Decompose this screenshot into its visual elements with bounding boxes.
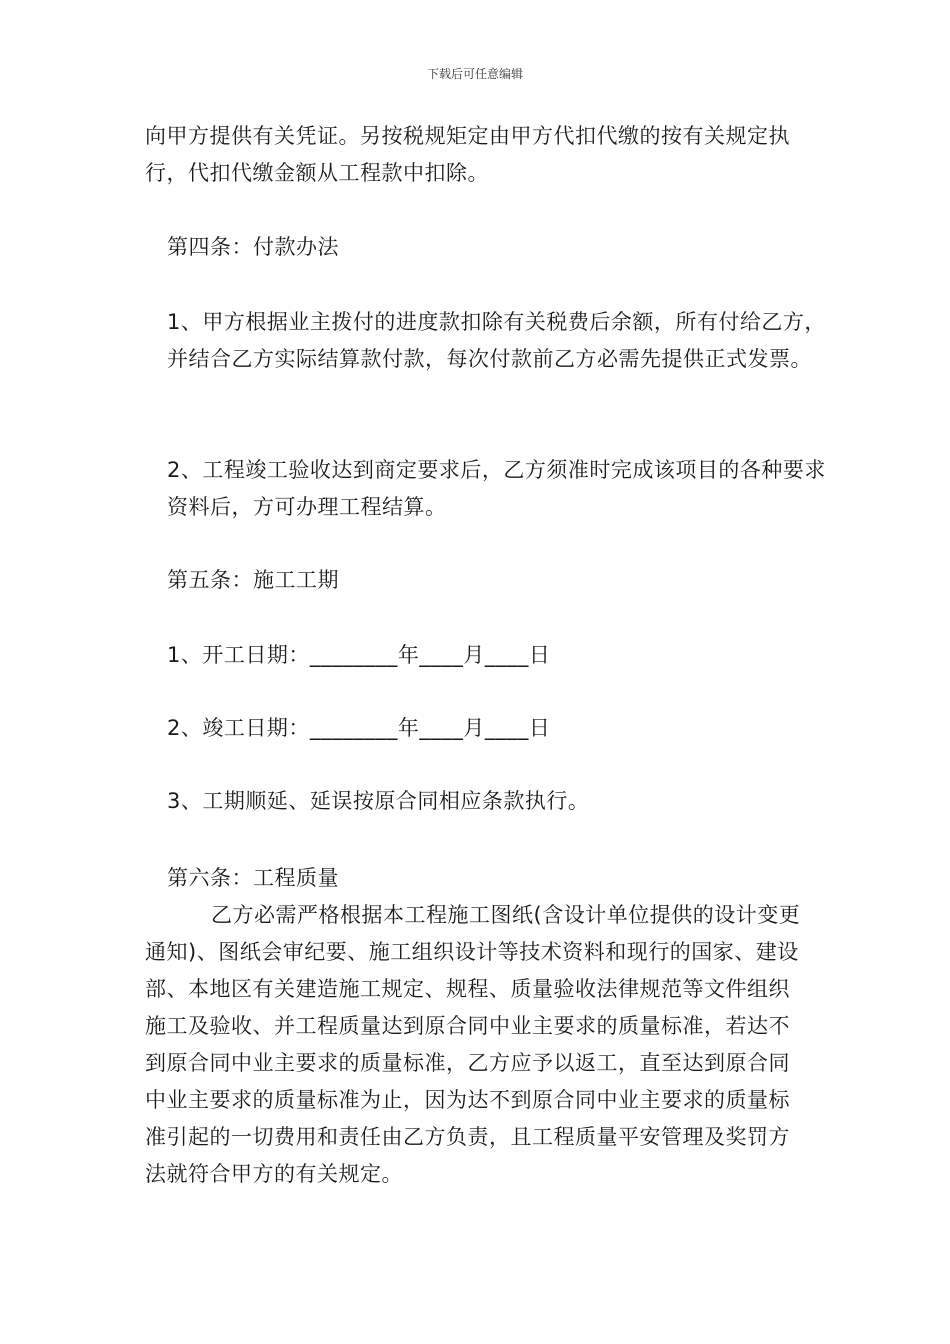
article-6-title: 第六条：工程质量 [167, 866, 339, 890]
article-4-item-2-text: 2、工程竣工验收达到商定要求后，乙方须准时完成该项目的各种要求资料后，方可办理工程结算。 [167, 458, 826, 519]
article-5-completion-date: 2、竣工日期：________年____月____日 [167, 716, 551, 740]
article-4-item-2 [145, 452, 832, 526]
article-4-item-1-text: 1、甲方根据业主拨付的进度款扣除有关税费后余额，所有付给乙方，并结合乙方实际结算款付款，每次付款前乙方必需先提供正式发票。 [167, 310, 826, 371]
article-5-delay-clause: 3、工期顺延、延误按原合同相应条款执行。 [167, 789, 590, 813]
article-6-body: 乙方必需严格根据本工程施工图纸(含设计单位提供的设计变更通知)、图纸会审纪要、施工组织设计等技术资料和现行的国家、建设部、本地区有关建造施工规定、规程、质量验收法律规范等文件组织施工及验收、并工程质量达到原合同中业主要求的质量标准，若达不到原合同中业主要求的质量标准，乙方应予以返工，直至达到原合同中业主要求的质量标准为止，因为达不到原合同中业主要求的质量标准引起的一切费用和责任由乙方负责，且工程质量平安管理及奖罚方法就符合甲方的有关规定。 [145, 903, 801, 1186]
article-5-title: 第五条：施工工期 [167, 568, 339, 592]
page-header: 下载后可任意编辑 [426, 67, 523, 81]
paragraph-tax-payment: 向甲方提供有关凭证。另按税规矩定由甲方代扣代缴的按有关规定执行，代扣代缴金额从工程款中扣除。 [145, 124, 790, 185]
article-4-title: 第四条：付款办法 [167, 235, 339, 259]
article-5-start-date: 1、开工日期：________年____月____日 [167, 643, 551, 667]
article-4-item-1 [145, 304, 832, 378]
